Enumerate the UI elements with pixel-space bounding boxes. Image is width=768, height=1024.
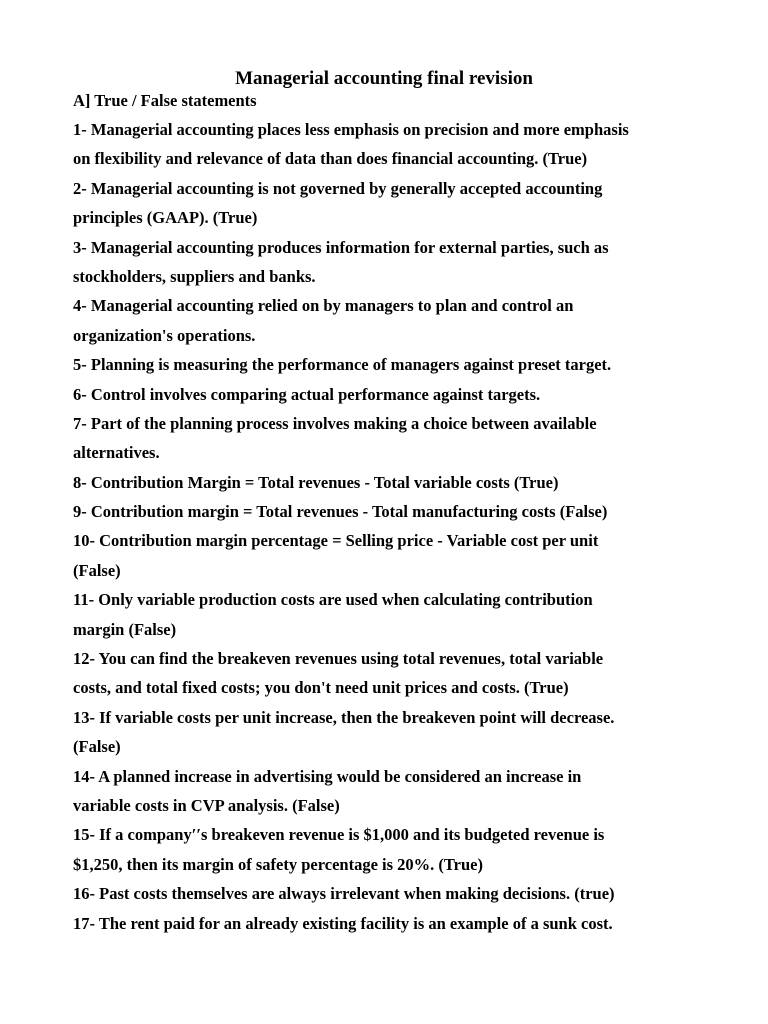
text-line: 11- Only variable production costs are used when calculating contribution xyxy=(73,590,593,610)
text-line: (False) xyxy=(73,560,121,580)
text-line: on flexibility and relevance of data than does financial accounting. (True) xyxy=(73,149,588,169)
text-line: organization's operations. xyxy=(73,325,256,345)
text-line: 14- A planned increase in advertising would be considered an increase in xyxy=(73,766,582,786)
text-line: 2- Managerial accounting is not governed by generally accepted accounting xyxy=(73,178,603,198)
text-line: 8- Contribution Margin = Total revenues - Total variable costs (True) xyxy=(73,472,559,492)
text-line: 6- Control involves comparing actual performance against targets. xyxy=(73,384,541,404)
text-line: alternatives. xyxy=(73,443,160,463)
text-line: stockholders, suppliers and banks. xyxy=(73,266,316,286)
text-line: principles (GAAP). (True) xyxy=(73,208,258,228)
text-line: 16- Past costs themselves are always irrelevant when making decisions. (true) xyxy=(73,884,615,904)
text-line: (False) xyxy=(73,737,121,757)
text-line: 17- The rent paid for an already existing facility is an example of a sunk cost. xyxy=(73,913,613,933)
document-title: Managerial accounting final revision xyxy=(235,68,533,89)
text-line: margin (False) xyxy=(73,619,177,639)
text-line: $1,250, then its margin of safety percentage is 20%. (True) xyxy=(73,854,483,874)
text-line: costs, and total fixed costs; you don't need unit prices and costs. (True) xyxy=(73,678,569,698)
text-line: 13- If variable costs per unit increase, then the breakeven point will decrease. xyxy=(73,707,615,727)
section-heading: A] True / False statements xyxy=(73,91,257,110)
text-line: 7- Part of the planning process involves making a choice between available xyxy=(73,413,597,433)
text-line: 9- Contribution margin = Total revenues - Total manufacturing costs (False) xyxy=(73,502,608,522)
text-line: variable costs in CVP analysis. (False) xyxy=(73,795,340,815)
text-line: 4- Managerial accounting relied on by managers to plan and control an xyxy=(73,296,574,316)
text-line: 15- If a company′′s breakeven revenue is $1,000 and its budgeted revenue is xyxy=(73,825,605,845)
text-line: 1- Managerial accounting places less emphasis on precision and more emphasis xyxy=(73,120,629,139)
text-line: 12- You can find the breakeven revenues using total revenues, total variable xyxy=(73,649,604,669)
statement-list xyxy=(73,118,733,941)
text-line: 3- Managerial accounting produces information for external parties, such as xyxy=(73,237,609,257)
text-line: 10- Contribution margin percentage = Selling price - Variable cost per unit xyxy=(73,531,599,551)
text-line: 5- Planning is measuring the performance of managers against preset target. xyxy=(73,355,612,375)
